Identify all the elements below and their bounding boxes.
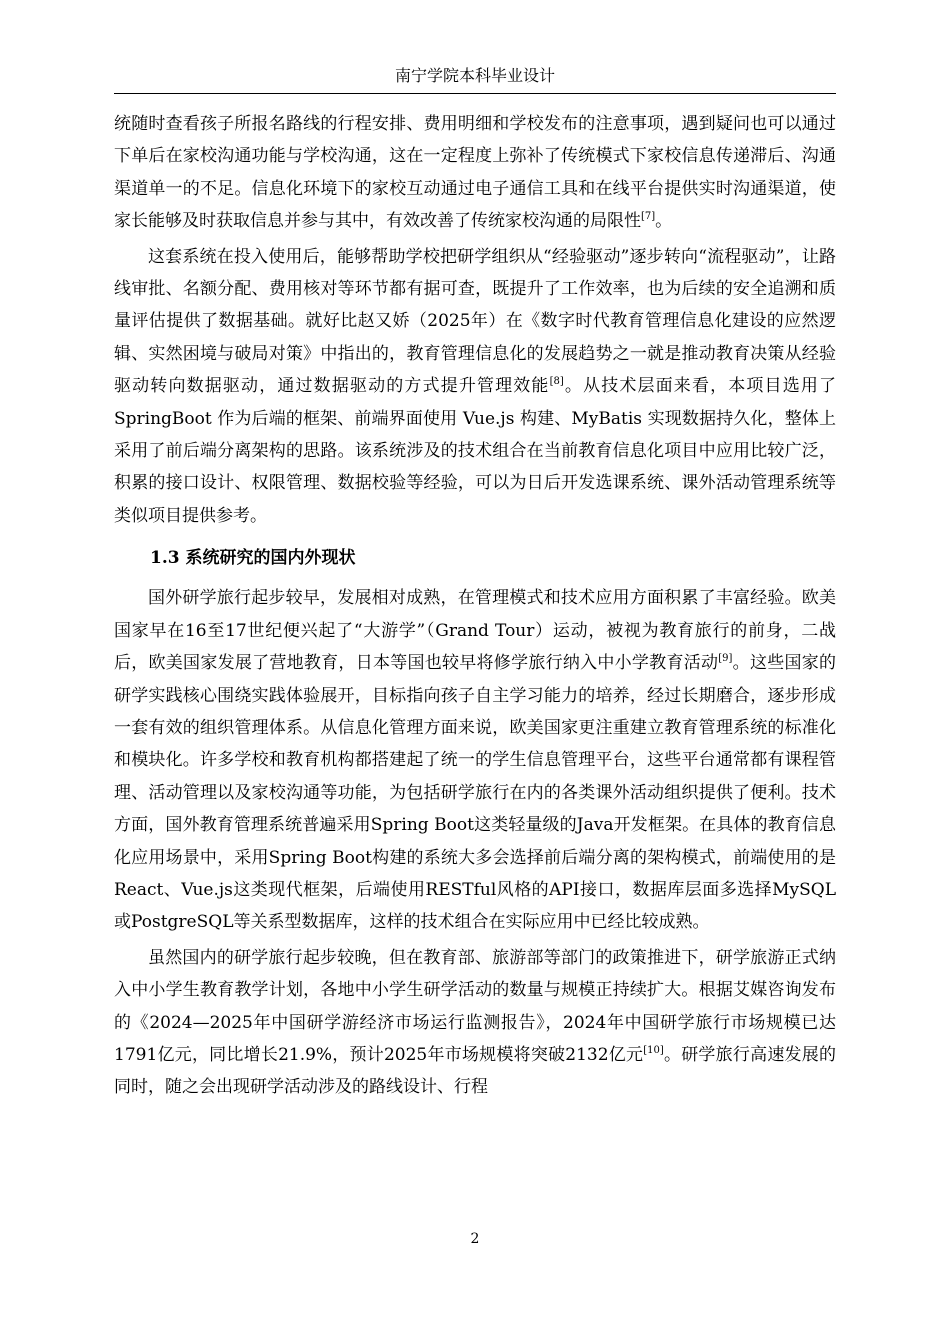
paragraph-foreign-status [114, 582, 836, 938]
page-body [114, 108, 836, 1104]
section-heading: 1.3 系统研究的国内外现状 [150, 548, 356, 569]
paragraph-continued [114, 108, 836, 238]
page-number: 2 [470, 1231, 480, 1247]
page-header: 南宁学院本科毕业设计 [394, 66, 555, 85]
paragraph-text: 统随时查看孩子所报名路线的行程安排、费用明细和学校发布的注意事项，遇到疑问也可以通过下单后在家校沟通功能与学校沟通，这在一定程度上弥补了传统模式下家校信息传递滞后、沟通渠道单一的不足。信息化环境下的家校互动通过电子通信工具和在线平台提供实时沟通渠道，使家长能够及时获取信息并参与其中，有效改善了传统家校沟通的局限性 [114, 114, 836, 232]
paragraph-text-tail: 。研学旅行高速发展的同时，随之会出现研学活动涉及的路线设计、行程 [114, 1044, 837, 1098]
paragraph-text-tail: 。这些国家的研学实践核心围绕实践体验展开，目标指向孩子自主学习能力的培养，经过长期磨合，逐步形成一套有效的组织管理体系。从信息化管理方面来说，欧美国家更注重建立教育管理系统的标准化和模块化。许多学校和教育机构都搭建起了统一的学生信息管理平台，这些平台通常都有课程管理、活动管理以及家校沟通等功能，为包括研学旅行在内的各类课外活动组织提供了便利。技术方面，国外教育管理系统普遍采用Spring Boot这类轻量级的Java开发框架。在具体的教育信息化应用场景中，采用Spring Boot构建的系统大多会选择前后端分离的架构模式，前端使用的是React、Vue.js这类现代框架，后端使用RESTful风格的API接口，数据库层面多选择MySQL或PostgreSQL等关系型数据库，这样的技术组合在实际应用中已经比较成熟。 [114, 653, 837, 933]
paragraph-domestic-status [114, 942, 836, 1104]
header-rule [114, 93, 836, 94]
citation-ref: [8] [549, 376, 564, 388]
citation-ref: [10] [643, 1044, 664, 1056]
paragraph-text-tail: 。从技术层面来看，本项目选用了 SpringBoot 作为后端的框架、前端界面使用 Vue.js 构建、MyBatis 实现数据持久化，整体上采用了前后端分离架构的思路。该系统涉及的技术组合在当前教育信息化项目中应用比较广泛，积累的接口设计、权限管理、数据校验等经验，可以为日后开发选课系统、课外活动管理系统等类似项目提供参考。 [114, 376, 837, 526]
citation-ref: [9] [718, 653, 733, 665]
paragraph-text-tail: 。 [655, 211, 673, 232]
paragraph-text: 国外研学旅行起步较早，发展相对成熟，在管理模式和技术应用方面积累了丰富经验。欧美国家早在16至17世纪便兴起了“大游学”（Grand Tour）运动，被视为教育旅行的前身，二战后，欧美国家发展了营地教育，日本等国也较早将修学旅行纳入中小学教育活动 [114, 588, 836, 674]
paragraph-text: 虽然国内的研学旅行起步较晚，但在教育部、旅游部等部门的政策推进下，研学旅游正式纳入中小学生教育教学计划，各地中小学生研学活动的数量与规模正持续扩大。根据艾媒咨询发布的《2024—2025年中国研学游经济市场运行监测报告》，2024年中国研学旅行市场规模已达1791亿元，同比增长21.9%，预计2025年市场规模将突破2132亿元 [114, 947, 836, 1065]
citation-ref: [7] [641, 211, 656, 223]
paragraph-text: 这套系统在投入使用后，能够帮助学校把研学组织从“经验驱动”逐步转向“流程驱动”，让路线审批、名额分配、费用核对等环节都有据可查，既提升了工作效率，也为后续的安全追溯和质量评估提供了数据基础。就好比赵又娇（2025年）在《数字时代教育管理信息化建设的应然逻辑、实然困境与破局对策》中指出的，教育管理信息化的发展趋势之一就是推动教育决策从经验驱动转向数据驱动，通过数据驱动的方式提升管理效能 [114, 246, 836, 397]
paragraph-system-value [114, 241, 836, 533]
